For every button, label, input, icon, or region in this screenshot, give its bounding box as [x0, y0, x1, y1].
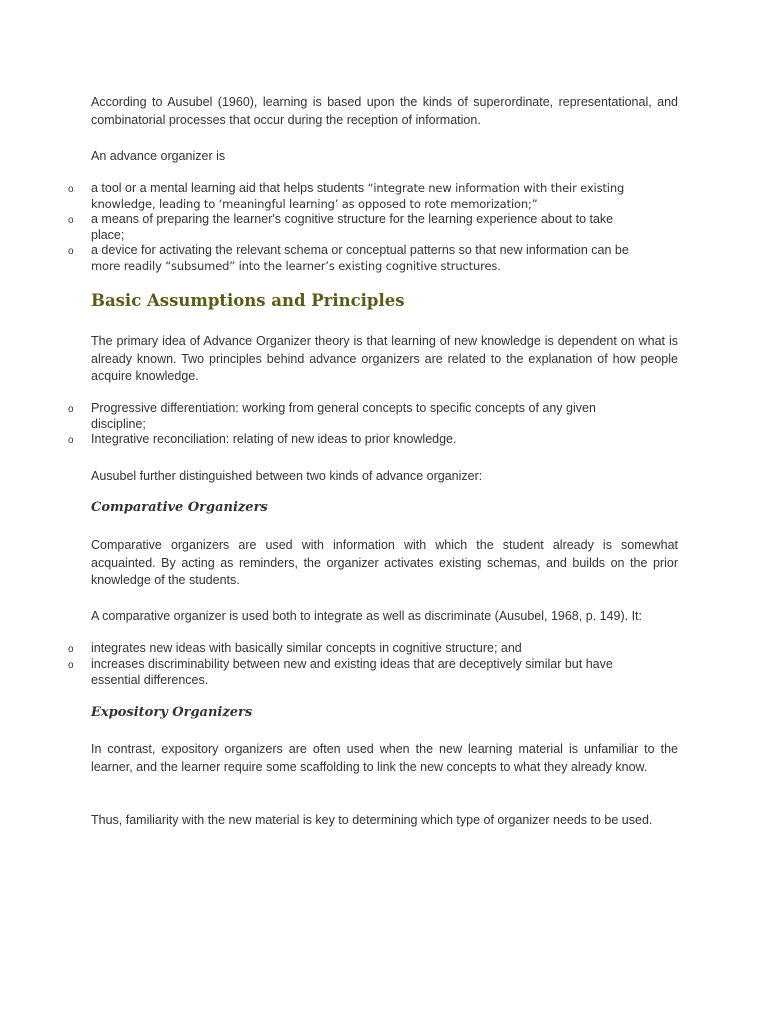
- list-item: [91, 212, 691, 243]
- bullet-marker: o: [68, 215, 74, 226]
- intro-paragraph: According to Ausubel (1960), learning is based upon the kinds of superordinate, representational, and combinatorial processes that occur during the reception of information.: [91, 95, 678, 127]
- list-item-quote-cont: knowledge, leading to ‘meaningful learning’ as opposed to rote memorization;”: [91, 196, 538, 211]
- bullet-marker: o: [68, 644, 74, 655]
- bullet-marker: o: [68, 246, 74, 257]
- list-item-text: increases discriminability between new and existing ideas that are deceptively similar but have: [91, 657, 613, 671]
- list-item: [91, 243, 691, 274]
- list-item-quote: “integrate new information with their existing: [367, 181, 625, 195]
- list-item: [91, 181, 691, 212]
- section-heading-assumptions: Basic Assumptions and Principles: [91, 291, 405, 310]
- list-item-text: Integrative reconciliation: relating of new ideas to prior knowledge.: [91, 432, 457, 446]
- list-item: [91, 657, 691, 688]
- list-item: [91, 432, 691, 448]
- list-item-text-cont: essential differences.: [91, 672, 209, 687]
- subheading-expository: Expository Organizers: [91, 705, 253, 720]
- kinds-of-organizer-lead: Ausubel further distinguished between two kinds of advance organizer:: [91, 469, 483, 483]
- subheading-comparative: Comparative Organizers: [91, 500, 268, 515]
- list-item-text: Progressive differentiation: working from general concepts to specific concepts of any given: [91, 401, 596, 415]
- bullet-marker: o: [68, 435, 74, 446]
- bullet-marker: o: [68, 404, 74, 415]
- expository-paragraph: In contrast, expository organizers are often used when the new learning material is unfamiliar to the learner, and the learner require some scaffolding to link the new concepts to what they already know.: [91, 742, 678, 774]
- comparative-paragraph: Comparative organizers are used with information with which the student already is somewhat acquainted. By acting as reminders, the organizer activates existing schemas, and builds on the prior knowledge of the students.: [91, 538, 678, 587]
- familiarity-paragraph: Thus, familiarity with the new material is key to determining which type of organizer needs to be used.: [91, 813, 653, 827]
- list-item-text: integrates new ideas with basically similar concepts in cognitive structure; and: [91, 641, 522, 655]
- comparative-lead: A comparative organizer is used both to integrate as well as discriminate (Ausubel, 1968, p. 149). It:: [91, 609, 642, 623]
- list-item-text-cont: discipline;: [91, 416, 146, 431]
- bullet-marker: o: [68, 184, 74, 195]
- bullet-marker: o: [68, 660, 74, 671]
- list-item: [91, 401, 691, 432]
- list-item: [91, 641, 691, 657]
- advance-organizer-lead: An advance organizer is: [91, 149, 226, 163]
- list-item-text: a device for activating the relevant schema or conceptual patterns so that new information can be: [91, 243, 629, 257]
- assumptions-paragraph: The primary idea of Advance Organizer theory is that learning of new knowledge is dependent on what is already known. Two principles behind advance organizers are related to the explanation of how people acquire knowledge.: [91, 334, 678, 383]
- list-item-text-cont: more readily “subsumed” into the learner’s existing cognitive structures.: [91, 258, 501, 273]
- list-item-text: a means of preparing the learner's cognitive structure for the learning experience about to take: [91, 212, 614, 226]
- list-item-text-cont: place;: [91, 227, 125, 242]
- list-item-text: a tool or a mental learning aid that helps students: [91, 181, 368, 195]
